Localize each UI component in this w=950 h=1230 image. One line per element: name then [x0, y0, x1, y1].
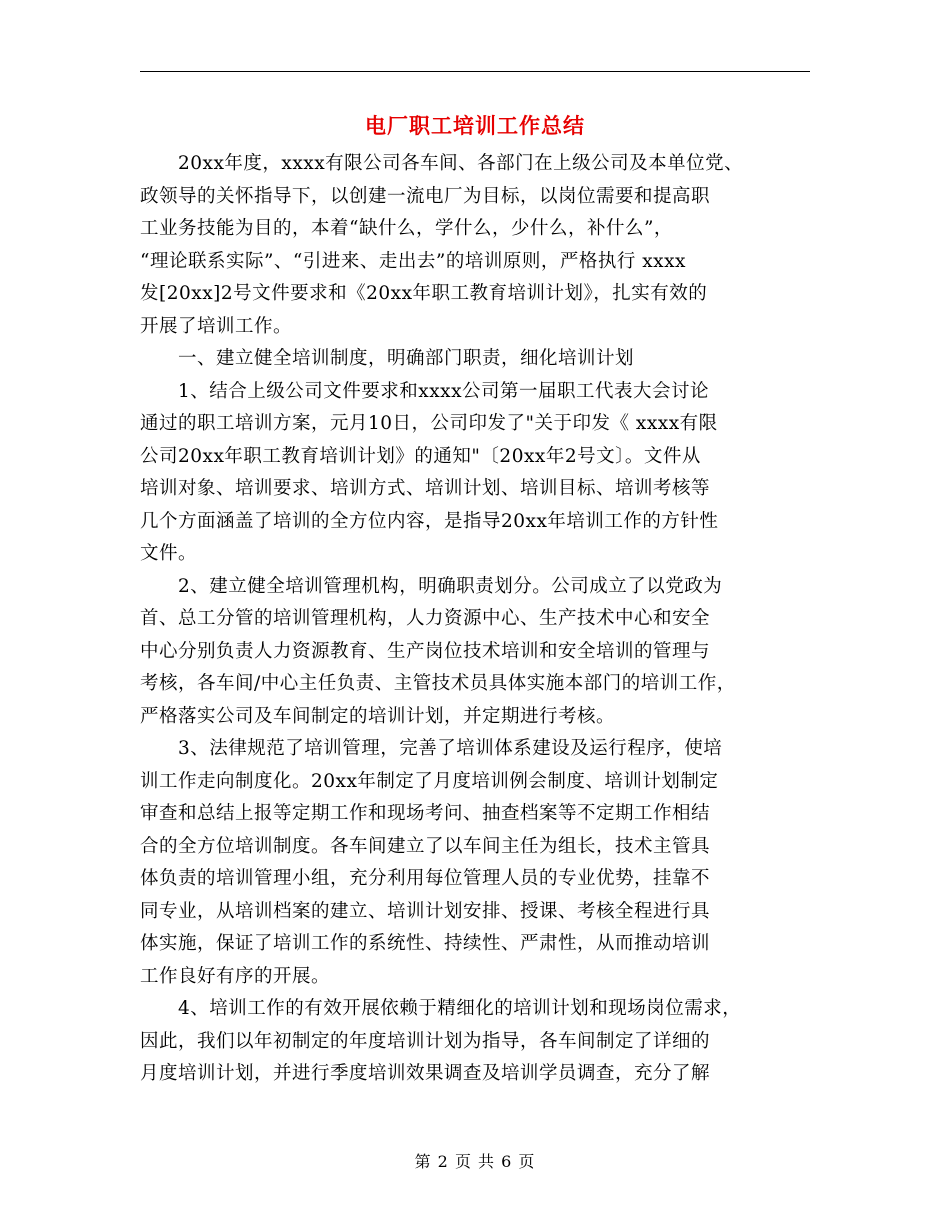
body-line: 考核，各车间/中心主任负责、主管技术员具体实施本部门的培训工作， [140, 673, 736, 694]
body-line: 培训对象、培训要求、培训方式、培训计划、培训目标、培训考核等 [140, 478, 711, 499]
body-line: 4、培训工作的有效开展依赖于精细化的培训计划和现场岗位需求， [178, 998, 742, 1019]
body-line: 政领导的关怀指导下，以创建一流电厂为目标，以岗位需要和提高职 [140, 185, 711, 207]
document-body [140, 148, 810, 1091]
body-line: “理论联系实际”、“引进来、走出去”的培训原则，严格执行 xxxx [140, 250, 686, 272]
page-footer: 第 2 页 共 6 页 [414, 1152, 536, 1171]
body-line: 一、建立健全培训制度，明确部门职责，细化培训计划 [178, 348, 635, 369]
body-line: 同专业，从培训档案的建立、培训计划安排、授课、考核全程进行具 [140, 900, 711, 922]
body-line: 1、结合上级公司文件要求和xxxx公司第一届职工代表大会讨论 [178, 380, 710, 402]
body-line: 严格落实公司及车间制定的培训计划，并定期进行考核。 [140, 705, 616, 727]
body-line: 因此，我们以年初制定的年度培训计划为指导，各车间制定了详细的 [140, 1030, 711, 1052]
body-line: 20xx年度，xxxx有限公司各车间、各部门在上级公司及本单位党、 [178, 153, 744, 174]
body-line: 3、法律规范了培训管理，完善了培训体系建设及运行程序，使培 [178, 738, 723, 759]
body-line: 2、建立健全培训管理机构，明确职责划分。公司成立了以党政为 [178, 575, 723, 597]
body-line: 通过的职工培训方案，元月10日，公司印发了"关于印发《 xxxx有限 [140, 413, 718, 434]
body-line: 发[20xx]2号文件要求和《20xx年职工教育培训计划》，扎实有效的 [140, 283, 708, 304]
body-line: 训工作走向制度化。20xx年制定了月度培训例会制度、培训计划制定 [140, 770, 719, 792]
body-line: 月度培训计划，并进行季度培训效果调查及培训学员调查，充分了解 [140, 1063, 711, 1084]
body-line: 审查和总结上报等定期工作和现场考问、抽查档案等不定期工作相结 [140, 803, 711, 824]
body-line: 合的全方位培训制度。各车间建立了以车间主任为组长，技术主管具 [140, 835, 711, 857]
body-line: 工业务技能为目的，本着“缺什么，学什么，少什么，补什么”， [140, 218, 673, 239]
header-rule [140, 71, 810, 72]
body-line: 公司20xx年职工教育培训计划》的通知"〔20xx年2号文〕。文件从 [140, 445, 701, 467]
body-line: 中心分别负责人力资源教育、生产岗位技术培训和安全培训的管理与 [140, 640, 711, 662]
body-line: 几个方面涵盖了培训的全方位内容，是指导20xx年培训工作的方针性 [140, 510, 719, 532]
body-line: 开展了培训工作。 [140, 315, 293, 337]
document-title: 电厂职工培训工作总结 [365, 113, 585, 138]
body-line: 体实施，保证了培训工作的系统性、持续性、严肃性，从而推动培训 [140, 933, 711, 954]
body-line: 工作良好有序的开展。 [140, 965, 331, 987]
body-line: 体负责的培训管理小组，充分利用每位管理人员的专业优势，挂靠不 [140, 868, 711, 889]
body-line: 文件。 [140, 543, 198, 564]
body-line: 首、总工分管的培训管理机构，人力资源中心、生产技术中心和安全 [140, 608, 711, 629]
